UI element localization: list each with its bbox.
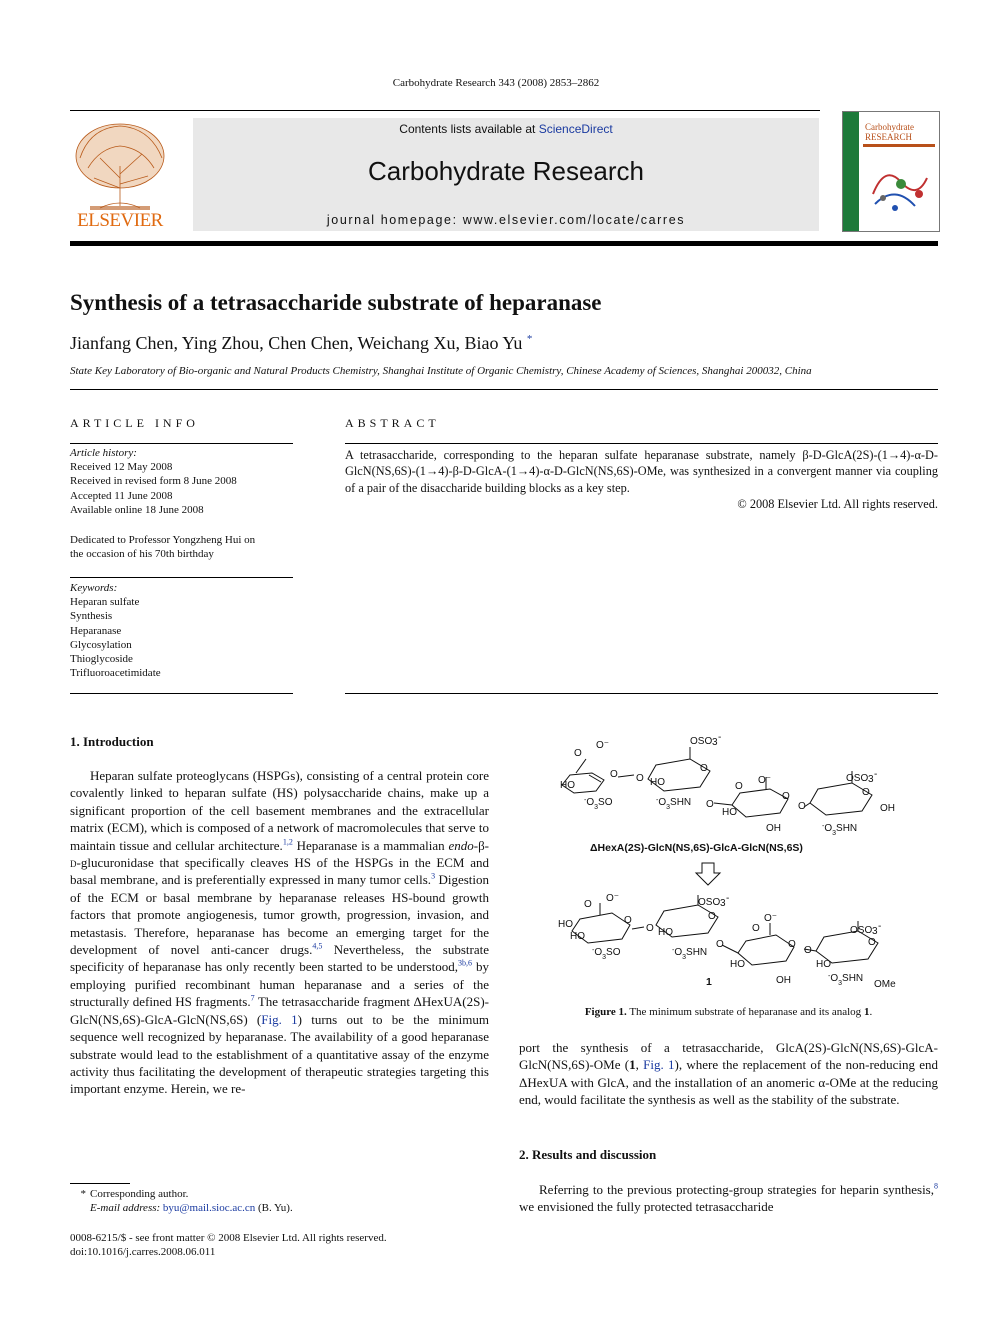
figure-1-structures bbox=[540, 735, 938, 995]
atom-label: $^-O_3SO$ bbox=[592, 946, 621, 961]
dedication bbox=[70, 533, 300, 561]
keyword-item: Heparan sulfate bbox=[70, 596, 140, 609]
history-online: Available online 18 June 2008 bbox=[70, 503, 204, 516]
keywords bbox=[70, 581, 300, 680]
text-run: endo bbox=[448, 837, 474, 853]
cover-band bbox=[863, 144, 935, 147]
atom-label: HO bbox=[730, 959, 745, 970]
atom-label: OMe bbox=[874, 979, 896, 990]
compound-top-label: ΔHexA(2S)-GlcN(NS,6S)-GlcA-GlcN(NS,6S) bbox=[590, 842, 803, 854]
atom-label: $^-O_3SO$ bbox=[584, 796, 613, 811]
publisher-wordmark: ELSEVIER bbox=[77, 210, 163, 231]
journal-homepage[interactable]: journal homepage: www.elsevier.com/locate/carres bbox=[326, 213, 686, 227]
atom-label: O bbox=[706, 799, 714, 810]
contents-line bbox=[193, 122, 819, 136]
atom-label: O bbox=[862, 787, 870, 798]
caption-text: The minimum substrate of heparanase and its analog bbox=[626, 1006, 864, 1018]
history-label: Article history: bbox=[70, 447, 137, 459]
atom-label: 3 bbox=[868, 774, 874, 785]
paragraph bbox=[519, 1181, 938, 1216]
atom-label: HO bbox=[650, 777, 665, 788]
atom-label: HO bbox=[560, 780, 575, 791]
abstract-copyright: © 2008 Elsevier Ltd. All rights reserved. bbox=[737, 496, 938, 511]
text-run: Referring to the previous protecting-group strategies for heparin synthesis, bbox=[539, 1182, 934, 1197]
article-title: Synthesis of a tetrasaccharide substrate of heparanase bbox=[70, 290, 602, 315]
atom-label: HO bbox=[722, 807, 737, 818]
figure-link[interactable]: Fig. 1 bbox=[261, 1011, 298, 1027]
running-header: Carbohydrate Research 343 (2008) 2853–2862 bbox=[392, 77, 600, 89]
atom-label: HO bbox=[570, 931, 585, 942]
atom-label: O bbox=[574, 748, 582, 759]
keyword-item: Heparanase bbox=[70, 624, 122, 637]
figure-1-caption bbox=[519, 1006, 938, 1018]
atom-label: O bbox=[868, 937, 876, 948]
elsevier-logo[interactable] bbox=[70, 118, 170, 233]
keyword-item: Trifluoroacetimidate bbox=[70, 667, 161, 680]
atom-label: - bbox=[878, 921, 882, 932]
abstract-rule bbox=[345, 443, 938, 444]
affiliation: State Key Laboratory of Bio-organic and Natural Products Chemistry, Shanghai Institute of Organic Chemistry, Chinese Academy of Sciences, Shanghai 200032, China bbox=[70, 365, 812, 377]
cover-spine bbox=[843, 112, 859, 231]
abstract-heading: ABSTRACT bbox=[345, 416, 440, 430]
text-run: Heparanase is a mammalian bbox=[292, 837, 449, 853]
caption-label: Figure 1. bbox=[584, 1006, 627, 1018]
atom-label: OSO bbox=[698, 897, 721, 908]
history-accepted: Accepted 11 June 2008 bbox=[70, 489, 173, 502]
info-rule bbox=[70, 577, 293, 578]
abstract-rule bbox=[345, 693, 938, 694]
text-run: The tetrasaccharide fragment ΔHexUA(2S)-GlcN(NS,6S)-GlcA-GlcN(NS,6S) ( bbox=[70, 994, 489, 1027]
carboxyl-bond bbox=[576, 759, 586, 773]
footnote-rule bbox=[70, 1183, 130, 1184]
atom-label: O bbox=[646, 923, 654, 934]
atom-label: $^-O_3SHN$ bbox=[828, 972, 864, 987]
cover-title-line1: Carbohydrate bbox=[865, 122, 914, 132]
keywords-label: Keywords: bbox=[70, 582, 118, 594]
email-note bbox=[70, 1201, 293, 1215]
atom-label: O bbox=[636, 773, 644, 784]
email-suffix: (B. Yu). bbox=[255, 1202, 293, 1214]
email-label: E-mail address: bbox=[90, 1202, 163, 1214]
text-run: Heparan sulfate proteoglycans (HSPGs), consisting of a central protein core covalently linked to heparan sulfate (HS) polysaccharide chains, make up a significant proportion of the cell basement membranes and the extracellular matrix (ECM), which is composed of a network of macromolecules that serve to maintain tissue and cellular architecture. bbox=[70, 768, 489, 853]
glycosidic-bond bbox=[722, 945, 738, 953]
dedication-line-2: the occasion of his 70th birthday bbox=[70, 548, 214, 561]
atom-label: O bbox=[752, 923, 760, 934]
atom-label: OSO bbox=[850, 925, 873, 936]
cover-title-line2: RESEARCH bbox=[865, 132, 913, 142]
authors-text: Jianfang Chen, Ying Zhou, Chen Chen, Weichang Xu, Biao Yu bbox=[70, 333, 523, 353]
atom-label: HO bbox=[816, 959, 831, 970]
text-run: -β- bbox=[473, 837, 490, 853]
atom-label: O bbox=[735, 781, 743, 792]
journal-banner bbox=[193, 118, 819, 231]
atom-label: O⁻ bbox=[596, 740, 610, 751]
info-rule bbox=[70, 693, 293, 694]
atom-label: O bbox=[716, 939, 724, 950]
citation-link[interactable]: 1,2 bbox=[282, 837, 293, 847]
text-run: ) turns out to be the minimum sequence well recognized by heparanase. The availability of a good heparanase substrate would lead to the establishment of a quantitative assay of the enzyme activity thus facilitating the development of therapeutic strategies targeting this important enzyme. Herein, we re- bbox=[70, 1011, 490, 1097]
keyword-item: Synthesis bbox=[70, 610, 113, 623]
contents-prefix: Contents lists available at bbox=[399, 122, 539, 136]
journal-cover[interactable] bbox=[842, 111, 940, 232]
double-bond bbox=[589, 775, 601, 782]
text-run: d bbox=[70, 855, 77, 871]
atom-label: HO bbox=[558, 919, 573, 930]
atom-label: OH bbox=[766, 823, 781, 834]
header-thick-rule bbox=[70, 241, 938, 246]
introduction-body bbox=[70, 767, 489, 1098]
atom-label: O bbox=[610, 769, 618, 780]
atom-label: OH bbox=[776, 975, 791, 986]
atom-label: $^-O_3SHN$ bbox=[822, 822, 858, 837]
issn-line: 0008-6215/$ - see front matter © 2008 Elsevier Ltd. All rights reserved. bbox=[70, 1232, 387, 1244]
footnote bbox=[70, 1187, 293, 1215]
atom-label: OSO bbox=[690, 736, 713, 747]
text-run: port the synthesis of a tetrasaccharide, GlcA(2S)-GlcN(NS,6S)-GlcA-GlcN(NS,6S)-OMe ( bbox=[519, 1040, 938, 1073]
article-history bbox=[70, 446, 300, 517]
abstract-body bbox=[345, 447, 938, 512]
journal-name: Carbohydrate Research bbox=[367, 156, 645, 186]
atom-label: O bbox=[788, 939, 796, 950]
atom-label: O bbox=[782, 791, 790, 802]
atom-label: O⁻ bbox=[606, 893, 620, 904]
right-column-paragraph bbox=[519, 1039, 938, 1109]
atom-label: O bbox=[708, 911, 716, 922]
down-arrow-icon bbox=[696, 863, 720, 885]
citation-link[interactable]: 7 bbox=[250, 993, 255, 1003]
intro-paragraph bbox=[70, 767, 489, 1098]
text-run: , bbox=[635, 1057, 644, 1073]
atom-label: O bbox=[798, 801, 806, 812]
info-rule bbox=[70, 443, 293, 444]
atom-label: 3 bbox=[712, 737, 718, 748]
doi-line[interactable]: doi:10.1016/j.carres.2008.06.011 bbox=[70, 1246, 216, 1258]
atom-label: 3 bbox=[872, 926, 878, 937]
atom-label: 3 bbox=[720, 898, 726, 909]
atom-label: $^-O_3SHN$ bbox=[672, 946, 708, 961]
glycosidic-bond bbox=[632, 927, 644, 929]
history-received: Received 12 May 2008 bbox=[70, 461, 173, 474]
caption-compound: 1 bbox=[863, 1006, 870, 1018]
atom-label: - bbox=[718, 735, 722, 743]
footnote-mark: * bbox=[80, 1188, 86, 1200]
citation-link[interactable]: 8 bbox=[934, 1181, 938, 1191]
atom-label: O bbox=[804, 945, 812, 956]
atom-label: O⁻ bbox=[758, 775, 772, 786]
paragraph bbox=[519, 1039, 938, 1109]
keyword-item: Thioglycoside bbox=[70, 653, 133, 666]
compound-number: 1 bbox=[706, 976, 712, 988]
citation-link[interactable]: 4,5 bbox=[312, 941, 323, 951]
citation-link[interactable]: 3 bbox=[431, 872, 436, 882]
glycosidic-bond bbox=[714, 803, 732, 805]
sugar-ring bbox=[738, 935, 794, 965]
affiliation-rule bbox=[70, 389, 938, 390]
cover-molecule-icon bbox=[865, 154, 935, 220]
corresponding-author-mark[interactable]: * bbox=[526, 333, 533, 345]
corresponding-label: Corresponding author. bbox=[90, 1188, 189, 1200]
dedication-line-1: Dedicated to Professor Yongzheng Hui on bbox=[70, 534, 256, 546]
atom-label: $^-O_3SHN$ bbox=[656, 796, 692, 811]
front-matter bbox=[70, 1231, 387, 1259]
atom-label: OSO bbox=[846, 773, 869, 784]
text-run: we envisioned the fully protected tetrasaccharide bbox=[519, 1199, 774, 1215]
results-body bbox=[519, 1181, 938, 1216]
article-info-heading: ARTICLE INFO bbox=[70, 416, 199, 430]
email-link[interactable]: byu@mail.sioc.ac.cn bbox=[162, 1202, 256, 1214]
author-list bbox=[70, 333, 532, 354]
text-run: ), where the replacement of the non-reducing end ΔHexUA with GlcA, and the installation of an anomeric α-OMe at the reducing end, would facilitate the synthesis as well as the stability of the substrate. bbox=[519, 1057, 939, 1108]
atom-label: - bbox=[726, 893, 730, 904]
atom-label: - bbox=[874, 769, 878, 780]
sugar-ring bbox=[732, 789, 788, 817]
history-revised: Received in revised form 8 June 2008 bbox=[70, 475, 237, 488]
atom-label: O bbox=[624, 915, 632, 926]
citation-link[interactable]: 3b,6 bbox=[457, 959, 472, 969]
caption-end: . bbox=[869, 1006, 873, 1018]
text-run: -glucuronidase that specifically cleaves HS of the HSPGs in the ECM and basal membrane, and is preferentially expressed in many tumor cells. bbox=[70, 855, 489, 888]
text-run: Digestion of the ECM or basal membrane by heparanase releases HS-bound growth factors that promote angiogenesis, tumor growth, progression, invasion, and metastasis. Therefore, heparanase has become an emerging target for the development of novel anti-cancer drugs. bbox=[70, 872, 489, 958]
atom-label: HO bbox=[658, 927, 673, 938]
corresponding-note bbox=[70, 1187, 293, 1201]
atom-label: OH bbox=[880, 803, 895, 814]
glycosidic-bond bbox=[618, 775, 634, 777]
section-heading-results: 2. Results and discussion bbox=[519, 1147, 657, 1162]
atom-label: O⁻ bbox=[764, 913, 778, 924]
header-rule bbox=[70, 110, 820, 111]
keyword-item: Glycosylation bbox=[70, 638, 132, 651]
atom-label: O bbox=[584, 899, 592, 910]
section-heading-introduction: 1. Introduction bbox=[70, 734, 154, 749]
atom-label: O bbox=[700, 763, 708, 774]
text-run: by employing purified recombinant human heparanase and a series of the structurally defined HS fragments. bbox=[70, 959, 489, 1010]
text-run: Nevertheless, the substrate specificity of heparanase has only recently been started to be understood, bbox=[70, 942, 490, 975]
abstract-paragraph: A tetrasaccharide, corresponding to the heparan sulfate heparanase substrate, namely β-D-GlcA(2S)-(1→4)-α-D-GlcN(NS,6S)-(1→4)-β-D-GlcA-(1→4)-α-D-GlcN(NS,6S)-OMe, was synthesized in a convergent manner via coupling of a pair of the disaccharide building blocks as a key step. bbox=[345, 448, 938, 495]
compound-ref: 1 bbox=[629, 1057, 636, 1073]
sciencedirect-link[interactable]: ScienceDirect bbox=[538, 122, 613, 136]
figure-link[interactable]: Fig. 1 bbox=[643, 1057, 675, 1073]
